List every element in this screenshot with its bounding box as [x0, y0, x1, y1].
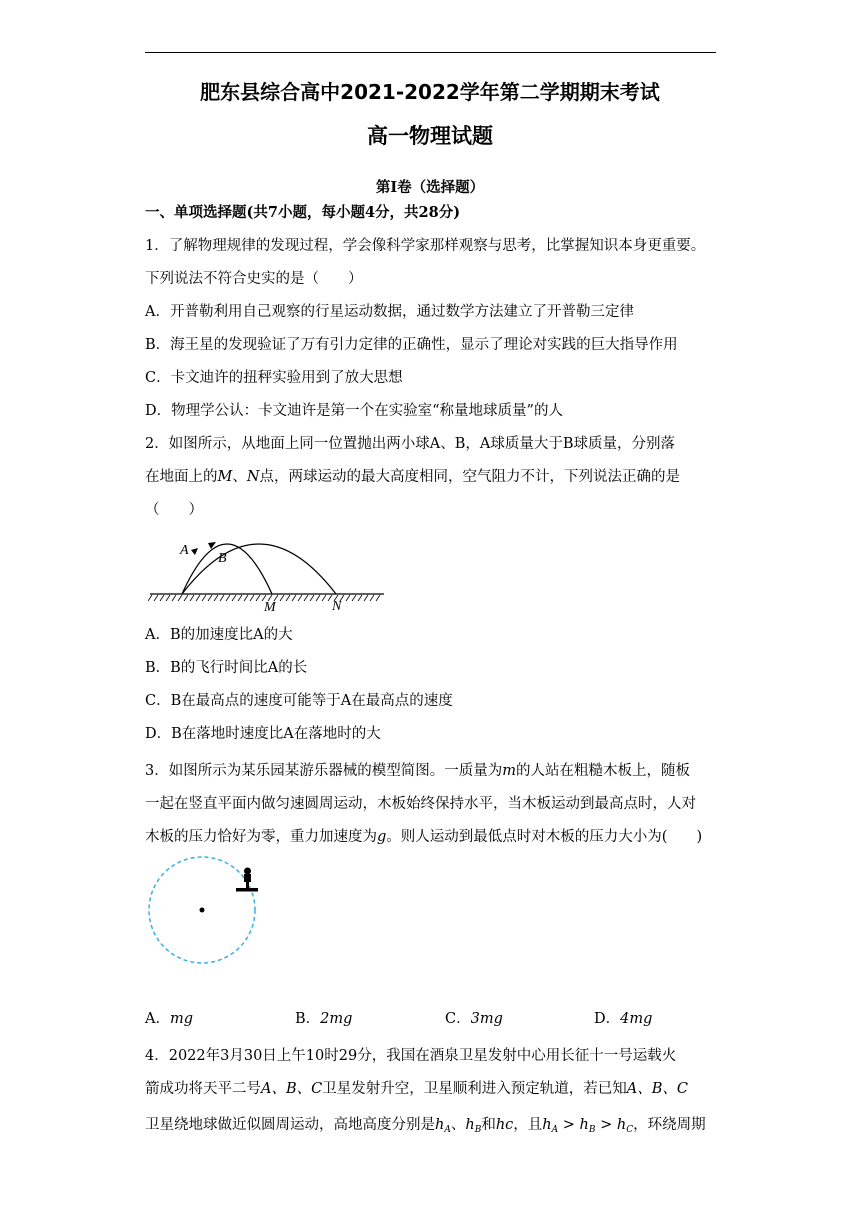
- q2-stem-line1: 2．如图所示，从地面上同一位置抛出两小球A、B，A球质量大于B球质量，分别落: [145, 436, 675, 452]
- section-heading: 一、单项选择题(共7小题，每小题4分，共28分): [145, 204, 461, 221]
- label-b: B: [218, 551, 227, 566]
- q4-stem-line1: 4．2022年3月30日上午10时29分，我国在酒泉卫星发射中心用长征十一号运载火: [145, 1048, 677, 1064]
- q3-option-a: A．mg: [145, 1011, 194, 1027]
- volume-heading: 第Ⅰ卷（选择题）: [375, 179, 485, 196]
- q2-option-c: C．B在最高点的速度可能等于A在最高点的速度: [145, 693, 453, 709]
- q1-stem-line1: 1．了解物理规律的发现过程，学会像科学家那样观察与思考，比掌握知识本身更重要。: [145, 238, 706, 254]
- circular-motion-figure: [140, 855, 270, 970]
- q4-stem-line3: 卫星绕地球做近似圆周运动，高地高度分别是$h_A$、$h_B$和hc，且$h_A > h_B > h_C$，环绕周期: [145, 1117, 706, 1135]
- q1-option-a: A．开普勒利用自己观察的行星运动数据，通过数学方法建立了开普勒三定律: [145, 304, 634, 320]
- q4-stem-line2: 箭成功将天平二号A、B、C卫星发射升空，卫星顺利进入预定轨道，若已知A、B、C: [145, 1081, 688, 1097]
- q1-option-d: D．物理学公认：卡文迪许是第一个在实验室“称量地球质量”的人: [145, 403, 563, 419]
- label-a: A: [180, 543, 189, 558]
- exam-subtitle: 高一物理试题: [367, 124, 493, 148]
- q2-option-d: D．B在落地时速度比A在落地时的大: [145, 726, 381, 742]
- q1-option-b: B．海王星的发现验证了万有引力定律的正确性，显示了理论对实践的巨大指导作用: [145, 337, 678, 353]
- q2-stem-line3: （ ）: [145, 502, 203, 518]
- q3-option-c: C．3mg: [445, 1011, 503, 1027]
- q2-stem-line2: 在地面上的M、N点，两球运动的最大高度相同，空气阻力不计，下列说法正确的是: [145, 469, 681, 485]
- q3-option-b: B．2mg: [295, 1011, 353, 1027]
- q3-stem-line1: 3．如图所示为某乐园某游乐器械的模型简图。一质量为m的人站在粗糙木板上，随板: [145, 763, 690, 779]
- person-icon: [244, 868, 251, 875]
- q2-option-a: A．B的加速度比A的大: [145, 627, 293, 643]
- q3-stem-line2: 一起在竖直平面内做匀速圆周运动，木板始终保持水平，当木板运动到最高点时，人对: [145, 796, 696, 812]
- projectile-figure: [148, 524, 388, 614]
- top-rule: [145, 52, 716, 53]
- exam-title: 肥东县综合高中2021-2022学年第二学期期末考试: [200, 80, 660, 104]
- board-icon: [236, 888, 258, 892]
- q3-option-d: D．4mg: [594, 1011, 653, 1027]
- q3-stem-line3: 木板的压力恰好为零，重力加速度为g。则人运动到最低点时对木板的压力大小为( ): [145, 829, 703, 845]
- q1-option-c: C．卡文迪许的扭秤实验用到了放大思想: [145, 370, 403, 386]
- label-m: M: [264, 600, 276, 614]
- q2-option-b: B．B的飞行时间比A的长: [145, 660, 308, 676]
- q1-stem-line2: 下列说法不符合史实的是（ ）: [145, 271, 363, 287]
- center-dot: [200, 908, 205, 913]
- label-n: N: [332, 599, 342, 614]
